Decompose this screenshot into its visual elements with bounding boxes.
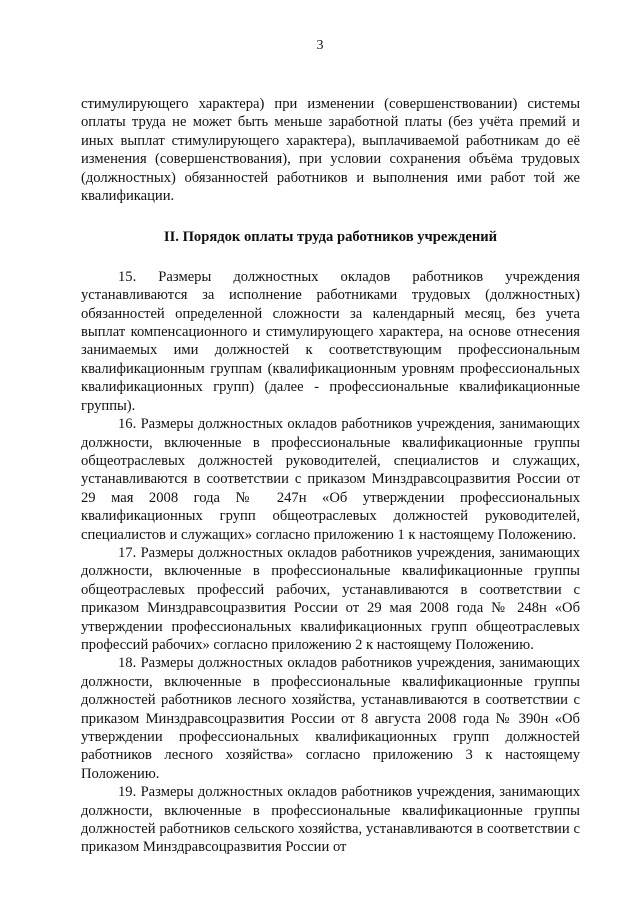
- paragraph-15: 15. Размеры должностных окладов работников учреждения устанавливаются за исполнение работниками трудовых (должностных) обязанностей определенной сложности за календарный месяц, без учета выплат компенсационного и стимулирующего характера, на основе отнесения занимаемых ими должностей к соответствующим профессиональным квалификационным группам (квалификационным уровням профессиональных квалификационных групп) (далее - профессиональные квалификационные группы).: [81, 268, 580, 414]
- continuation-paragraph: стимулирующего характера) при изменении (совершенствовании) системы оплаты труда не может быть меньше заработной платы (без учёта премий и иных выплат стимулирующего характера), выплачиваемой работникам до её изменения (совершенствования), при условии сохранения объёма трудовых (должностных) обязанностей работников и выполнения ими работ той же квалификации.: [81, 96, 580, 205]
- document-body: [81, 95, 580, 857]
- paragraph-16: 16. Размеры должностных окладов работников учреждения, занимающих должности, включенные в профессиональные квалификационные группы общеотраслевых должностей руководителей, специалистов и служащих, устанавливаются в соответствии с приказом Минздравсоцразвития России от 29 мая 2008 года № 247н «Об утверждении профессиональных квалификационных групп общеотраслевых должностей руководителей, специалистов и служащих» согласно приложению 1 к настоящему Положению.: [81, 416, 580, 543]
- paragraph-18: 18. Размеры должностных окладов работников учреждения, занимающих должности, включенные в профессиональные квалификационные группы должностей работников лесного хозяйства, устанавливаются в соответствии с приказом Минздравсоцразвития России от 8 августа 2008 года № 390н «Об утверждении профессиональных квалификационных групп должностей работников лесного хозяйства» согласно приложению 3 к настоящему Положению.: [81, 655, 580, 782]
- page-number: 3: [316, 38, 324, 53]
- paragraph-17: 17. Размеры должностных окладов работников учреждения, занимающих должности, включенные в профессиональные квалификационные группы общеотраслевых профессий рабочих, устанавливаются в соответствии с приказом Минздравсоцразвития России от 29 мая 2008 года № 248н «Об утверждении профессиональных квалификационных групп общеотраслевых профессий рабочих» согласно приложению 2 к настоящему Положению.: [81, 544, 580, 653]
- section-heading: II. Порядок оплаты труда работников учреждений: [163, 229, 498, 246]
- paragraph-19: 19. Размеры должностных окладов работников учреждения, занимающих должности, включенные в профессиональные квалификационные группы должностей работников сельского хозяйства, устанавливаются в соответствии с приказом Минздравсоцразвития России от: [81, 784, 580, 856]
